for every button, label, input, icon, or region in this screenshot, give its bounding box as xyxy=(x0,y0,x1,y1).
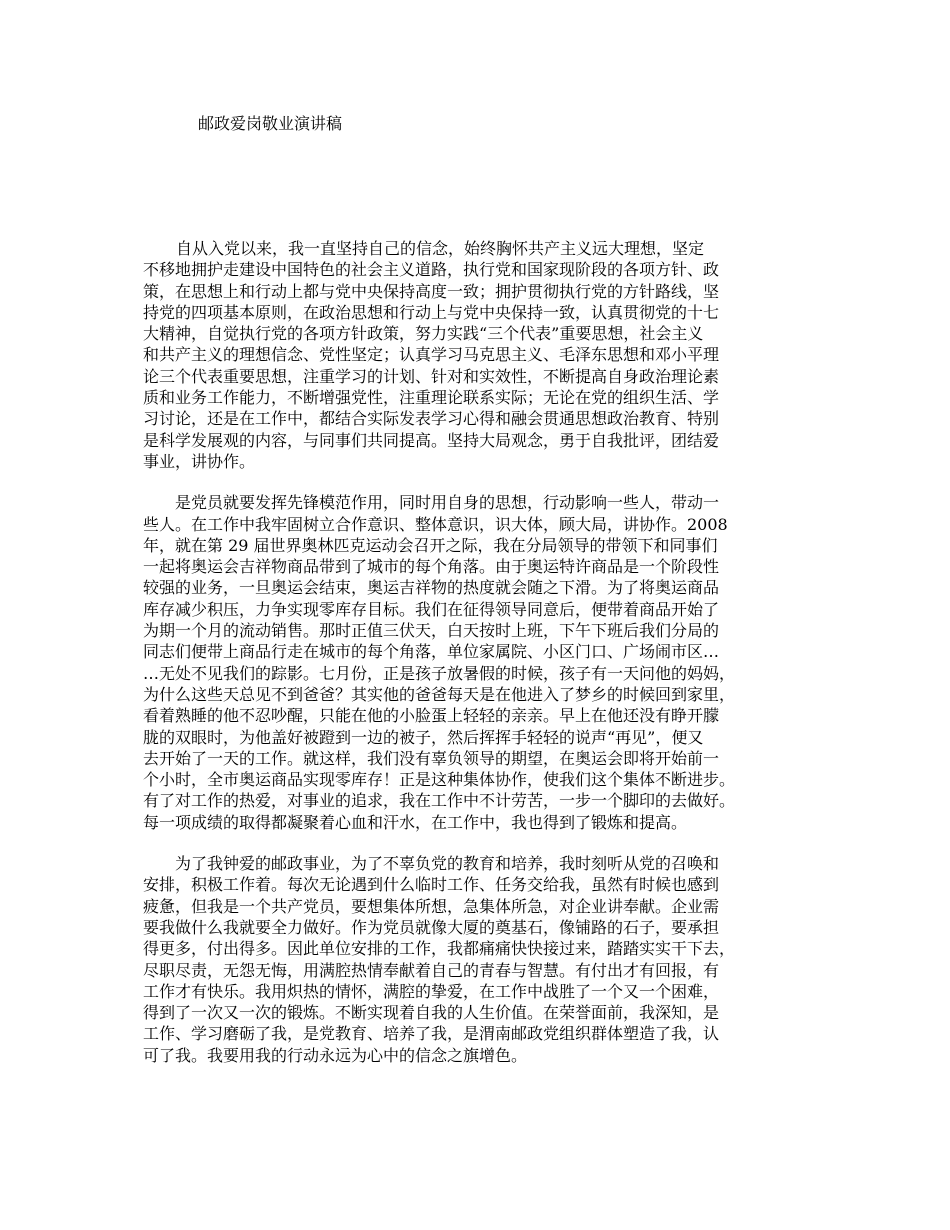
paragraph-line: 较强的业务，一旦奥运会结束，奥运吉祥物的热度就会随之下滑。为了将奥运商品 xyxy=(143,578,720,598)
paragraph-line: 质和业务工作能力，不断增强党性，注重理论联系实际；无论在党的组织生活、学 xyxy=(143,388,720,408)
paragraph-line: 胧的双眼时，为他盖好被蹬到一边的被子，然后挥挥手轻轻的说声“再见”，便又 xyxy=(143,727,704,747)
paragraph-line: 安排，积极工作着。每次无论遇到什么临时工作、任务交给我，虽然有时候也感到 xyxy=(143,875,720,895)
paragraph-line: 一起将奥运会吉祥物商品带到了城市的每个角落。由于奥运特许商品是一个阶段性 xyxy=(143,557,720,577)
paragraph-line: 不移地拥护走建设中国特色的社会主义道路，执行党和国家现阶段的各项方针、政 xyxy=(143,260,720,280)
paragraph-line: 论三个代表重要思想，注重学习的计划、针对和实效性，不断提高自身政治理论素 xyxy=(143,366,720,386)
paragraph-line: 习讨论，还是在工作中，都结合实际发表学习心得和融会贯通思想政治教育、特别 xyxy=(143,409,720,429)
paragraph-line: 看着熟睡的他不忍吵醒，只能在他的小脸蛋上轻轻的亲亲。早上在他还没有睁开朦 xyxy=(143,706,720,726)
paragraph-line: 个小时，全市奥运商品实现零库存！正是这种集体协作，使我们这个集体不断进步。 xyxy=(143,770,736,790)
paragraph-line: 是党员就要发挥先锋模范作用，同时用自身的思想，行动影响一些人，带动一 xyxy=(175,493,720,513)
paragraph-line: 持党的四项基本原则，在政治思想和行动上与党中央保持一致，认真贯彻党的十七 xyxy=(143,302,720,322)
paragraph-line: 自从入党以来，我一直坚持自己的信念，始终胸怀共产主义远大理想，坚定 xyxy=(176,239,705,258)
paragraph-line: 策，在思想上和行动上都与党中央保持高度一致；拥护贯彻执行党的方针路线，坚 xyxy=(143,281,720,301)
paragraph-line: 去开始了一天的工作。就这样，我们没有辜负领导的期望，在奥运会即将开始前一 xyxy=(143,748,720,768)
paragraph-line: 每一项成绩的取得都凝聚着心血和汗水，在工作中，我也得到了锻炼和提高。 xyxy=(143,812,688,832)
paragraph-line: 年，就在第 29 届世界奥林匹克运动会召开之际，我在分局领导的带领下和同事们 xyxy=(143,535,718,555)
paragraph-2 xyxy=(143,492,823,833)
paragraph-line: 有了对工作的热爱，对事业的追求，我在工作中不计劳苦，一步一个脚印的去做好。 xyxy=(143,791,736,811)
paragraph-line: 和共产主义的理想信念、党性坚定；认真学习马克思主义、毛泽东思想和邓小平理 xyxy=(143,345,720,365)
paragraph-line: 得更多，付出得多。因此单位安排的工作，我都痛痛快快接过来，踏踏实实干下去， xyxy=(143,939,736,959)
paragraph-line: 得到了一次又一次的锻炼。不断实现着自我的人生价值。在荣誉面前，我深知，是 xyxy=(143,1003,720,1023)
paragraph-line: 可了我。我要用我的行动永远为心中的信念之旗增色。 xyxy=(143,1045,528,1065)
paragraph-line: 事业，讲协作。 xyxy=(143,451,256,471)
paragraph-line: 为了我钟爱的邮政事业，为了不辜负党的教育和培养，我时刻听从党的召唤和 xyxy=(175,854,720,874)
paragraph-3 xyxy=(143,853,823,1066)
paragraph-line: 工作、学习磨砺了我，是党教育、培养了我，是渭南邮政党组织群体塑造了我，认 xyxy=(143,1024,720,1044)
paragraph-line: 尽职尽责，无怨无悔，用满腔热情奉献着自己的青春与智慧。有付出才有回报，有 xyxy=(143,960,720,980)
document-body xyxy=(143,238,823,1086)
paragraph-line: 为什么这些天总见不到爸爸？其实他的爸爸每天是在他进入了梦乡的时候回到家里， xyxy=(143,684,736,704)
document-title: 邮政爱岗敬业演讲稿 xyxy=(198,114,343,133)
paragraph-line: 大精神，自觉执行党的各项方针政策，努力实践“三个代表”重要思想，社会主义 xyxy=(143,324,704,344)
paragraph-line: 库存减少积压，力争实现零库存目标。我们在征得领导同意后，便带着商品开始了 xyxy=(143,599,720,619)
paragraph-line: 些人。在工作中我牢固树立合作意识、整体意识，识大体，顾大局，讲协作。2008 xyxy=(143,514,728,534)
paragraph-line: 为期一个月的流动销售。那时正值三伏天，白天按时上班，下午下班后我们分局的 xyxy=(143,621,720,641)
paragraph-line: 同志们便带上商品行走在城市的每个角落，单位家属院、小区门口、广场闹市区… xyxy=(143,642,720,662)
paragraph-line: 工作才有快乐。我用炽热的情怀，满腔的挚爱，在工作中战胜了一个又一个困难， xyxy=(143,981,720,1001)
paragraph-line: 是科学发展观的内容，与同事们共同提高。坚持大局观念，勇于自我批评，团结爱 xyxy=(143,430,720,450)
paragraph-1 xyxy=(143,238,823,472)
paragraph-line: 疲惫，但我是一个共产党员，要想集体所想，急集体所急，对企业讲奉献。企业需 xyxy=(143,896,720,916)
paragraph-line: 要我做什么我就要全力做好。作为党员就像大厦的奠基石，像铺路的石子，要承担 xyxy=(143,917,720,937)
paragraph-line: …无处不见我们的踪影。七月份，正是孩子放暑假的时候，孩子有一天问他的妈妈， xyxy=(143,663,736,683)
